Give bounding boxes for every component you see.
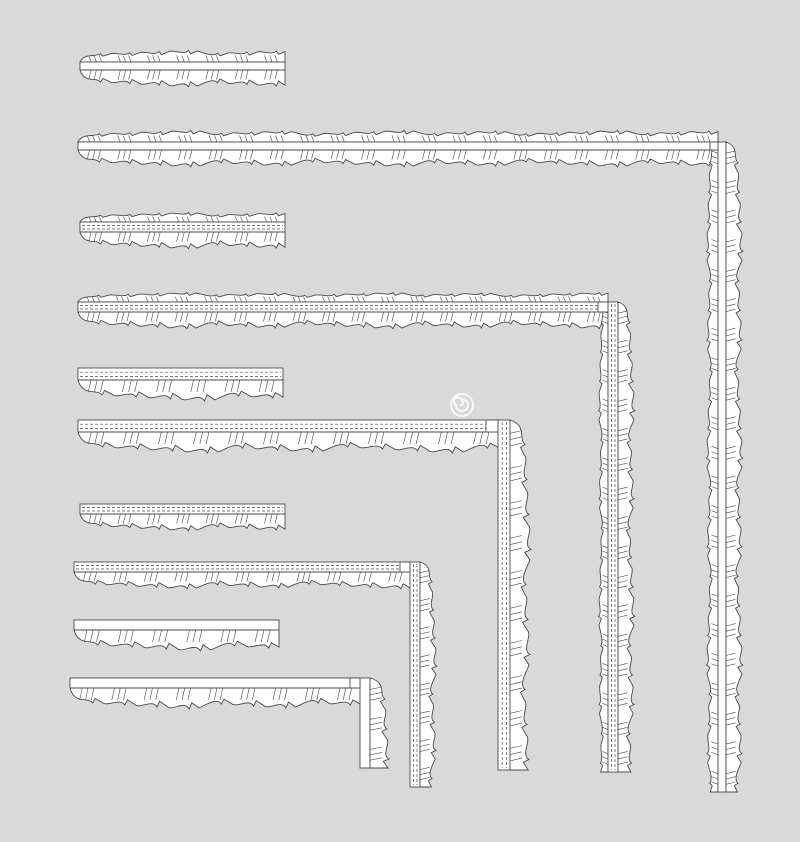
- ruffle-strip-5: [78, 368, 283, 401]
- ruffle-corner-6: [78, 420, 531, 770]
- ruffle-strip-9: [74, 620, 279, 651]
- ruffle-corner-10: [70, 678, 389, 768]
- watermark-logo: [451, 394, 473, 416]
- ruffle-strip-3: [80, 213, 285, 249]
- ruffle-strip-1: [80, 50, 285, 86]
- ruffle-strip-7: [80, 504, 285, 531]
